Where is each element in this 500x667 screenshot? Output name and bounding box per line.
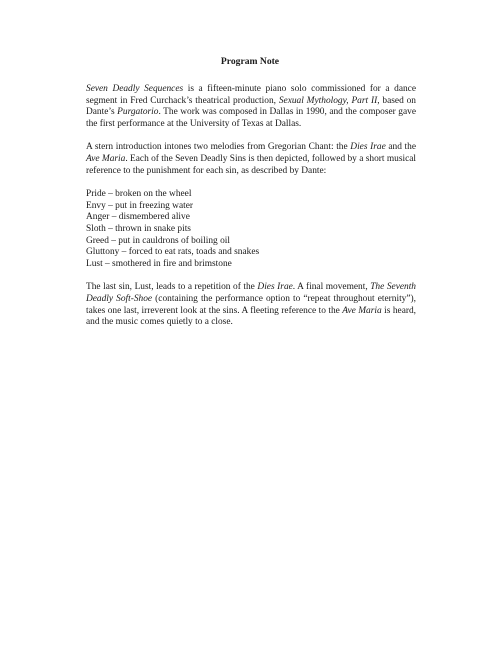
list-item: Envy – put in freezing water [86, 200, 193, 211]
list-item: Sloth – thrown in snake pits [86, 223, 191, 234]
list-item: Anger – dismembered alive [86, 212, 190, 223]
closing-paragraph [86, 282, 416, 328]
sins-list [86, 189, 416, 270]
dies-irae-title: Dies Irae [257, 282, 293, 293]
program-note-body [86, 84, 416, 329]
ave-maria-title: Ave Maria [86, 153, 126, 164]
closing-text-3: (containing the performance option to “repeat throughout eternity”), takes one last, irreverent look at the sins. A fleeting reference to the [86, 293, 416, 316]
intro-paragraph [86, 84, 416, 130]
description-paragraph [86, 142, 416, 177]
production-title: Sexual Mythology, Part II [278, 95, 378, 106]
intro-text-1: is a fifteen-minute piano solo commissioned for a dance segment in Fred Curchack’s theatrical production, [86, 84, 416, 106]
closing-text-1: The last sin, Lust, leads to a repetition of the [86, 282, 258, 293]
page-title: Program Note [220, 56, 280, 67]
description-text-2: and the [385, 142, 416, 153]
dies-irae-title: Dies Irae [350, 142, 386, 153]
description-text-1: A stern introduction intones two melodies from Gregorian Chant: the [86, 142, 351, 153]
movement-title: The Seventh Deadly Soft-Shoe [86, 282, 416, 304]
list-item: Lust – smothered in fire and brimstone [86, 258, 232, 269]
closing-text-2: . A final movement, [292, 282, 371, 293]
work-title: Seven Deadly Sequences [86, 84, 184, 94]
list-item: Gluttony – forced to eat rats, toads and snakes [86, 247, 260, 258]
closing-text-4: is heard, and the music comes quietly to a close. [86, 305, 417, 328]
list-item: Pride – broken on the wheel [86, 189, 192, 200]
description-text-3: . Each of the Seven Deadly Sins is then depicted, followed by a short musical reference to the punishment for each sin, as described by Dante: [86, 153, 417, 176]
intro-text-2: , based on Dante’s [86, 95, 416, 118]
ave-maria-title: Ave Maria [342, 305, 382, 316]
intro-text-3: . The work was composed in Dallas in 1990, and the composer gave the first performance at the University of Texas at Dallas. [86, 107, 416, 129]
purgatorio-title: Purgatorio [117, 107, 159, 118]
list-item: Greed – put in cauldrons of boiling oil [86, 235, 230, 246]
